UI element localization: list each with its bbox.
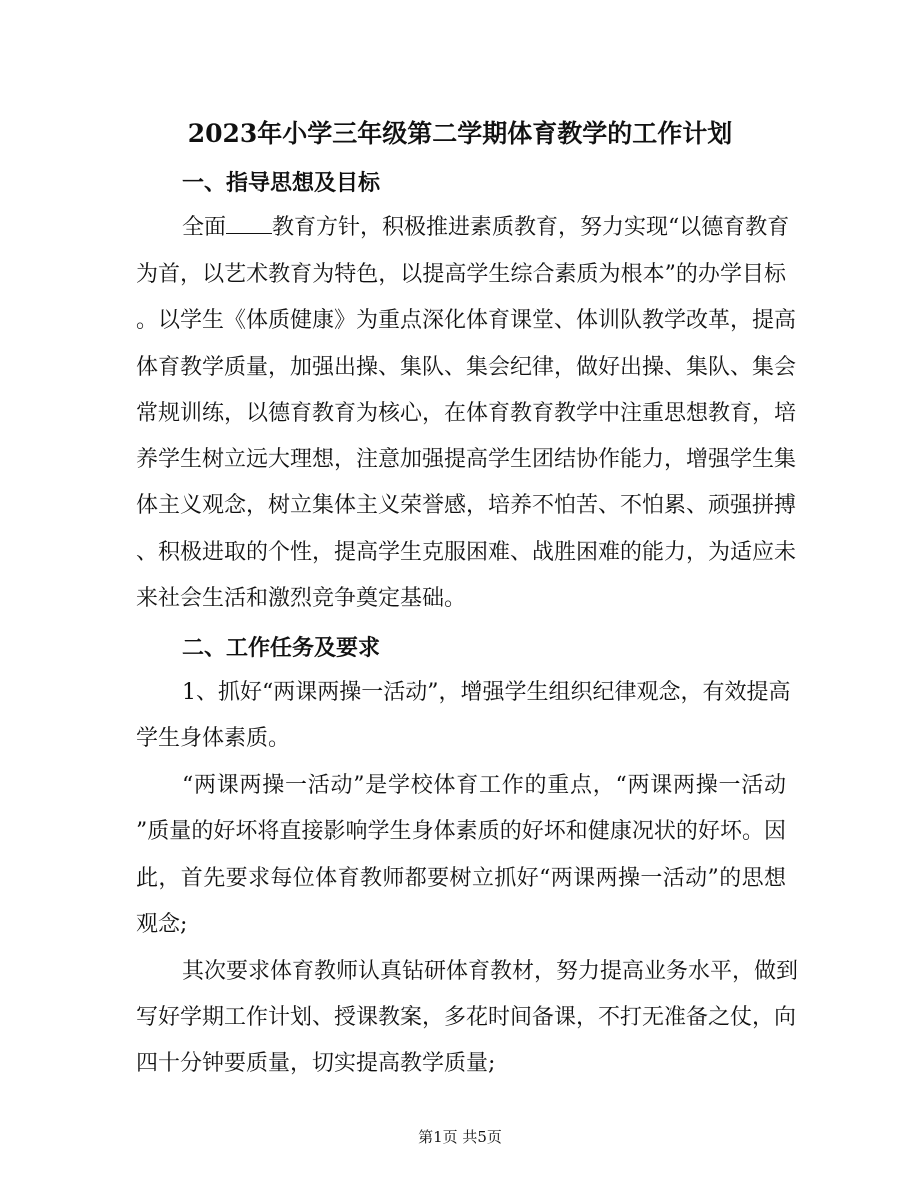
document-title: 2023年小学三年级第二学期体育教学的工作计划 [187,119,733,148]
page-number: 第1页 共5页 [418,1128,502,1146]
paragraph-line: 。以学生《体质健康》为重点深化体育课堂、体训队教学改革，提高 [136,308,797,333]
paragraph-line [182,213,790,243]
paragraph-line: 养学生树立远大理想，注意加强提高学生团结协作能力，增强学生集 [136,447,797,472]
paragraph-line: 写好学期工作计划、授课教案，多花时间备课，不打无准备之仗，向 [136,1005,797,1030]
paragraph-line: 此，首先要求每位体育教师都要树立抓好“两课两操一活动”的思想 [136,866,786,891]
paragraph-line: “两课两操一活动”是学校体育工作的重点，“两课两操一活动 [182,773,786,798]
text: 全面 [182,215,227,240]
paragraph-line: 来社会生活和激烈竞争奠定基础。 [136,586,467,611]
paragraph-line: ”质量的好坏将直接影响学生身体素质的好坏和健康况状的好坏。因 [136,819,786,844]
paragraph-line: 1、抓好“两课两操一活动”，增强学生组织纪律观念，有效提高 [182,680,791,705]
paragraph-line: 为首，以艺术教育为特色，以提高学生综合素质为根本”的办学目标 [136,262,786,287]
section-heading: 一、指导思想及目标 [182,170,381,196]
paragraph-line: 体育教学质量，加强出操、集队、集会纪律，做好出操、集队、集会 [136,355,797,380]
paragraph-line: 其次要求体育教师认真钻研体育教材，努力提高业务水平，做到 [182,959,799,984]
paragraph-line: 观念; [136,912,188,937]
paragraph-line: 四十分钟要质量，切实提高教学质量; [136,1051,496,1076]
paragraph-line: 常规训练，以德育教育为核心，在体育教育教学中注重思想教育，培 [136,401,797,426]
paragraph-line: 、积极进取的个性，提高学生克服困难、战胜困难的能力，为适应未 [136,540,797,565]
fill-in-blank [226,215,272,234]
paragraph-line: 体主义观念，树立集体主义荣誉感，培养不怕苦、不怕累、顽强拼搏 [136,493,797,518]
text: 教育方针，积极推进素质教育，努力实现“以德育教育 [272,215,790,240]
paragraph-line: 学生身体素质。 [136,726,291,751]
section-heading: 二、工作任务及要求 [182,635,381,661]
